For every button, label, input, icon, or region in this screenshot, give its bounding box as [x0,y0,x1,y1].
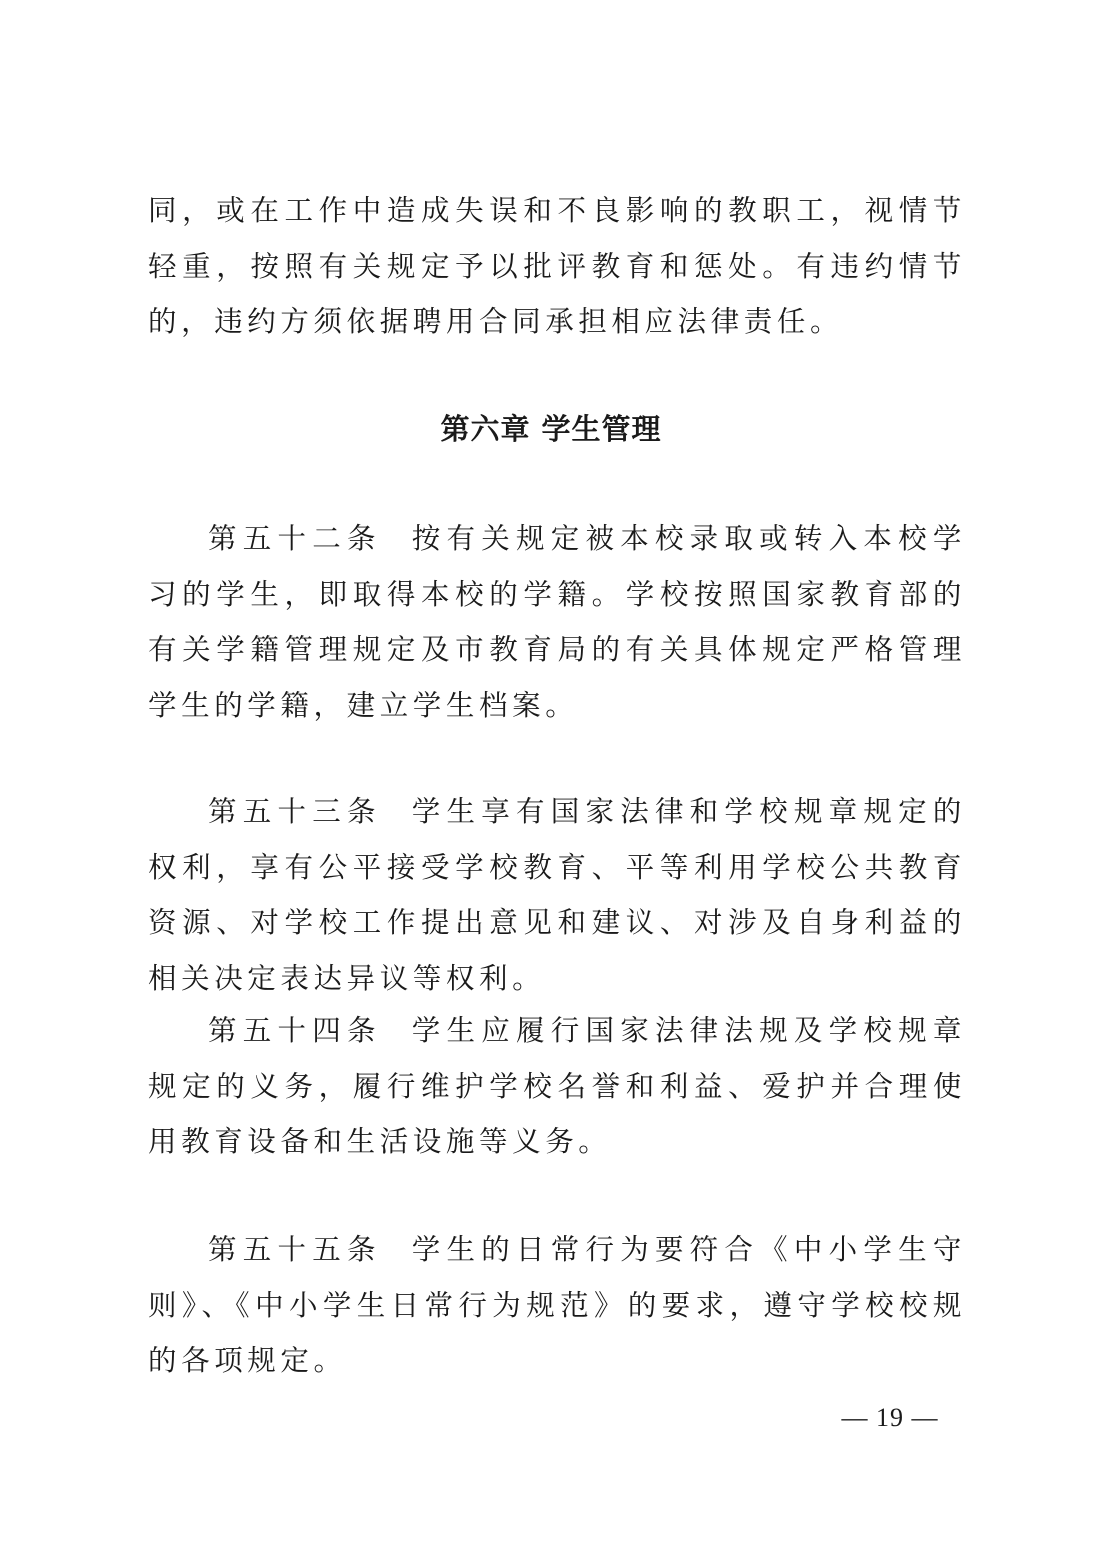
article-number: 第五十四条 [208,1014,382,1047]
chapter-title: 第六章 学生管理 [440,412,662,446]
article-number: 第五十三条 [208,795,382,828]
article-text: 学生应履行国家法律法规及学校规章规定的义务，履行维护学校名誉和利益、爱护并合理使用教育设备和生活设施等义务。 [148,1014,966,1158]
article-number: 第五十二条 [208,522,382,555]
article-54 [148,1003,966,1170]
article-text: 学生的日常行为要符合《中小学生守则》、《中小学生日常行为规范》的要求，遵守学校校规的各项规定。 [148,1233,966,1377]
continuation-paragraph: 同，或在工作中造成失误和不良影响的教职工，视情节轻重，按照有关规定予以批评教育和惩处。有违约情节的，违约方须依据聘用合同承担相应法律责任。 [148,194,966,338]
article-53 [148,784,966,1006]
article-number: 第五十五条 [208,1233,382,1266]
article-text: 按有关规定被本校录取或转入本校学习的学生，即取得本校的学籍。学校按照国家教育部的有关学籍管理规定及市教育局的有关具体规定严格管理学生的学籍，建立学生档案。 [148,522,966,722]
article-text: 学生享有国家法律和学校规章规定的权利，享有公平接受学校教育、平等利用学校公共教育资源、对学校工作提出意见和建议、对涉及自身利益的相关决定表达异议等权利。 [148,795,966,995]
article-55 [148,1222,966,1389]
page-number: — 19 — [841,1403,939,1432]
article-52 [148,511,966,733]
